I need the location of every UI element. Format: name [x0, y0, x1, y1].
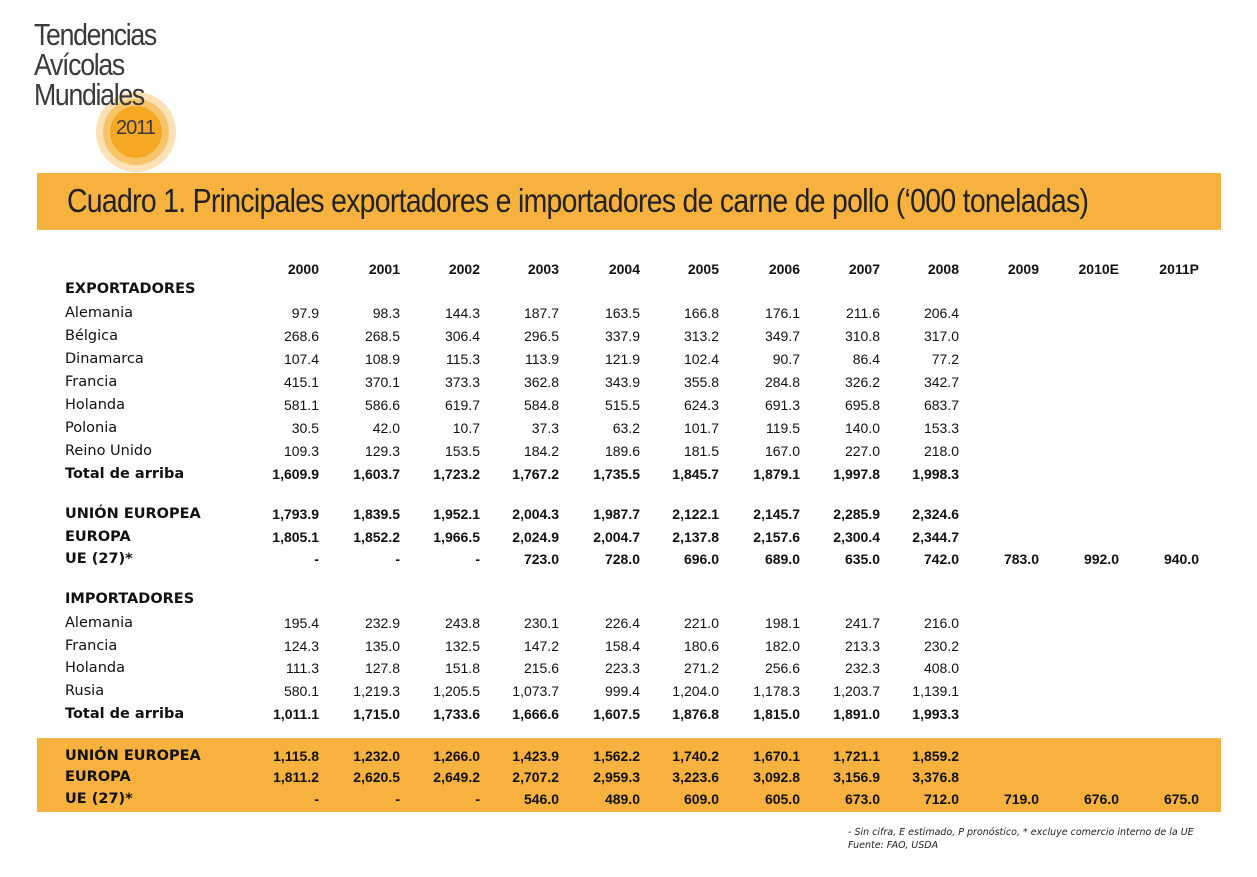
table-cell: 619.7 [444, 397, 480, 413]
table-cell: 408.0 [923, 660, 959, 676]
table-cell: 317.0 [923, 328, 959, 344]
row-label: Alemania [65, 305, 133, 321]
table-cell: 712.0 [923, 791, 959, 807]
table-cell: 683.7 [923, 397, 959, 413]
table-cell: 343.9 [604, 374, 640, 390]
table-cell: 119.5 [766, 420, 800, 436]
table-cell: 2,285.9 [833, 506, 880, 522]
table-cell: 147.2 [523, 638, 559, 654]
table-cell: 1,139.1 [912, 683, 959, 699]
table-cell: 230.1 [523, 615, 559, 631]
summary-row-exportadores [0, 548, 1257, 570]
table-cell: 1,952.1 [433, 506, 480, 522]
table-cell: 127.8 [364, 660, 400, 676]
table-cell: 113.9 [525, 351, 559, 367]
year-header: 2003 [527, 261, 559, 277]
table-cell: 2,137.8 [672, 529, 719, 545]
year-header: 2006 [768, 261, 800, 277]
table-cell: 624.3 [683, 397, 719, 413]
table-cell: 2,145.7 [753, 506, 800, 522]
table-cell: 2,959.3 [593, 769, 640, 785]
table-cell: 1,204.0 [672, 683, 719, 699]
footnote-source: Fuente: FAO, USDA [848, 840, 939, 851]
table-row [0, 348, 1257, 370]
table-cell: 121.9 [604, 351, 640, 367]
summary-row-exportadores [0, 526, 1257, 548]
table-cell: 310.8 [844, 328, 880, 344]
year-header: 2002 [448, 261, 480, 277]
title-band [37, 173, 1221, 230]
table-cell: 2,707.2 [512, 769, 559, 785]
table-cell: 1,232.0 [353, 748, 400, 764]
table-cell: 296.5 [523, 328, 559, 344]
table-cell: 1,666.6 [512, 706, 559, 722]
row-label: Polonia [65, 420, 118, 436]
table-cell: 1,879.1 [753, 466, 800, 482]
table-cell: 271.2 [683, 660, 719, 676]
table-cell: 489.0 [604, 791, 640, 807]
row-label: Holanda [65, 660, 125, 676]
table-cell: 223.3 [604, 660, 640, 676]
table-cell: 189.6 [604, 443, 640, 459]
table-cell: 1,073.7 [512, 683, 559, 699]
year-header-row [0, 258, 1257, 280]
table-cell: 153.5 [444, 443, 480, 459]
table-cell: 182.0 [764, 638, 800, 654]
table-cell: 3,156.9 [833, 769, 880, 785]
logo [34, 17, 184, 170]
table-cell: 326.2 [844, 374, 880, 390]
row-label: IMPORTADORES [65, 591, 195, 607]
table-cell: 1,845.7 [672, 466, 719, 482]
table-cell: 673.0 [844, 791, 880, 807]
table-cell: 1,852.2 [353, 529, 400, 545]
table-cell: 635.0 [844, 551, 880, 567]
table-cell: 2,122.1 [672, 506, 719, 522]
table-cell: 129.3 [364, 443, 400, 459]
table-cell: 342.7 [923, 374, 959, 390]
table-cell: 108.9 [364, 351, 400, 367]
table-cell: 2,004.7 [593, 529, 640, 545]
table-cell: 992.0 [1083, 551, 1119, 567]
table-cell: 609.0 [683, 791, 719, 807]
table-cell: 268.5 [364, 328, 400, 344]
table-cell: 1,997.8 [833, 466, 880, 482]
table-cell: 1,115.8 [273, 748, 319, 764]
table-cell: 728.0 [604, 551, 640, 567]
table-cell: 227.0 [844, 443, 880, 459]
table-cell: 3,223.6 [672, 769, 719, 785]
page-title: Cuadro 1. Principales exportadores e importadores de carne de pollo (‘000 toneladas) [67, 182, 1089, 219]
table-cell: 163.5 [604, 305, 640, 321]
table-cell: 2,324.6 [912, 506, 959, 522]
table-cell: 107.4 [283, 351, 319, 367]
table-cell: 515.5 [604, 397, 640, 413]
table-cell: 1,966.5 [433, 529, 480, 545]
table-cell: 232.9 [364, 615, 400, 631]
row-label: UNIÓN EUROPEA [65, 506, 201, 522]
table-cell: 151.8 [444, 660, 480, 676]
table-cell: 1,423.9 [512, 748, 559, 764]
total-row-exportadores [0, 463, 1257, 485]
table-cell: - [314, 791, 319, 807]
section-heading-importadores [0, 588, 1257, 610]
table-cell: 268.6 [283, 328, 319, 344]
table-cell: 37.3 [531, 420, 559, 436]
year-header: 2004 [608, 261, 640, 277]
table-cell: 132.5 [444, 638, 480, 654]
table-cell: 695.8 [844, 397, 880, 413]
row-label: Holanda [65, 397, 125, 413]
table-cell: 211.6 [846, 305, 880, 321]
table-cell: 226.4 [604, 615, 640, 631]
table-cell: 546.0 [523, 791, 559, 807]
table-cell: 243.8 [444, 615, 480, 631]
table-cell: 349.7 [764, 328, 800, 344]
row-label: Alemania [65, 615, 133, 631]
table-cell: - [395, 551, 400, 567]
year-header: 2007 [848, 261, 880, 277]
table-cell: 1,815.0 [753, 706, 800, 722]
table-row [0, 440, 1257, 462]
year-header: 2000 [287, 261, 319, 277]
table-cell: 218.0 [923, 443, 959, 459]
table-cell: 1,011.1 [273, 706, 319, 722]
table-cell: 216.0 [923, 615, 959, 631]
table-cell: 256.6 [764, 660, 800, 676]
year-header: 2010E [1078, 261, 1119, 277]
table-cell: 1,266.0 [433, 748, 480, 764]
table-cell: 241.7 [844, 615, 880, 631]
table-cell: 1,723.2 [433, 466, 480, 482]
table-cell: 135.0 [364, 638, 400, 654]
table-cell: 355.8 [683, 374, 719, 390]
table-cell: 1,603.7 [353, 466, 400, 482]
year-header: 2005 [687, 261, 719, 277]
table-row [0, 417, 1257, 439]
table-cell: 1,735.5 [593, 466, 640, 482]
table-cell: 42.0 [372, 420, 400, 436]
table-cell: 181.5 [683, 443, 719, 459]
table-cell: 63.2 [612, 420, 640, 436]
table-cell: 719.0 [1003, 791, 1039, 807]
table-cell: 1,839.5 [353, 506, 400, 522]
table-cell: 153.3 [923, 420, 959, 436]
row-label: UE (27)* [65, 551, 133, 567]
table-cell: 180.6 [683, 638, 719, 654]
table-cell: 1,998.3 [912, 466, 959, 482]
table-cell: 1,715.0 [353, 706, 400, 722]
table-row [0, 394, 1257, 416]
table-cell: 206.4 [923, 305, 959, 321]
table-cell: 1,670.1 [753, 748, 800, 764]
table-cell: 689.0 [764, 551, 800, 567]
table-cell: 586.6 [364, 397, 400, 413]
table-cell: 1,793.9 [272, 506, 319, 522]
table-cell: 2,344.7 [912, 529, 959, 545]
table-cell: 176.1 [764, 305, 800, 321]
table-cell: 284.8 [764, 374, 800, 390]
row-label: Francia [65, 638, 118, 654]
table-cell: 2,300.4 [833, 529, 880, 545]
table-cell: 86.4 [852, 351, 880, 367]
year-header: 2001 [368, 261, 400, 277]
table-cell: 1,609.9 [272, 466, 319, 482]
logo-line-1: Tendencias [34, 17, 156, 52]
summary-row-exportadores [0, 503, 1257, 525]
table-cell: 362.8 [523, 374, 559, 390]
table-cell: 10.7 [452, 420, 480, 436]
table-cell: 742.0 [923, 551, 959, 567]
table-cell: 580.1 [283, 683, 319, 699]
table-cell: 2,620.5 [353, 769, 400, 785]
row-label: EXPORTADORES [65, 281, 196, 297]
table-cell: 584.8 [523, 397, 559, 413]
table-cell: 1,740.2 [672, 748, 719, 764]
table-cell: 232.3 [844, 660, 880, 676]
table-cell: 167.0 [764, 443, 800, 459]
table-cell: 90.7 [772, 351, 800, 367]
table-cell: 140.0 [844, 420, 880, 436]
table-cell: 2,024.9 [512, 529, 559, 545]
year-header: 2011P [1159, 261, 1199, 277]
logo-line-2: Avícolas [34, 47, 124, 82]
table-cell: 1,607.5 [593, 706, 640, 722]
year-header: 2009 [1007, 261, 1039, 277]
table-cell: 1,767.2 [512, 466, 559, 482]
row-label: EUROPA [65, 769, 131, 785]
table-cell: 415.1 [283, 374, 319, 390]
table-cell: 370.1 [364, 374, 400, 390]
table-cell: 101.7 [683, 420, 719, 436]
table-row [0, 612, 1257, 634]
table-cell: 581.1 [283, 397, 319, 413]
table-cell: 1,987.7 [593, 506, 640, 522]
table-cell: 198.1 [764, 615, 800, 631]
table-row [0, 325, 1257, 347]
table-cell: 1,891.0 [833, 706, 880, 722]
table-cell: 3,376.8 [912, 769, 959, 785]
table-cell: 783.0 [1003, 551, 1039, 567]
table-row [0, 635, 1257, 657]
table-row [0, 371, 1257, 393]
table-cell: - [475, 551, 480, 567]
table-cell: 691.3 [764, 397, 800, 413]
table-cell: 3,092.8 [753, 769, 800, 785]
table-cell: 215.6 [523, 660, 559, 676]
year-header: 2008 [927, 261, 959, 277]
table-cell: 221.0 [683, 615, 719, 631]
table-cell: 213.3 [844, 638, 880, 654]
table-cell: 2,004.3 [512, 506, 559, 522]
table-cell: 337.9 [604, 328, 640, 344]
table-cell: 940.0 [1163, 551, 1199, 567]
table-cell: 1,205.5 [433, 683, 480, 699]
table-cell: 723.0 [523, 551, 559, 567]
section-heading-exportadores [0, 278, 1257, 300]
total-row-importadores [0, 703, 1257, 725]
table-cell: 1,562.2 [593, 748, 640, 764]
table-cell: 1,178.3 [753, 683, 800, 699]
table-cell: 1,876.8 [672, 706, 719, 722]
table-row [0, 680, 1257, 702]
table-cell: 1,859.2 [912, 748, 959, 764]
table-cell: 111.3 [286, 660, 319, 676]
table-cell: 158.4 [604, 638, 640, 654]
table-cell: 1,721.1 [833, 748, 880, 764]
row-label: Francia [65, 374, 118, 390]
table-cell: 102.4 [683, 351, 719, 367]
table-row [0, 302, 1257, 324]
table-cell: 306.4 [444, 328, 480, 344]
table-cell: 166.8 [683, 305, 719, 321]
row-label: Dinamarca [65, 351, 144, 367]
summary-row-importadores [0, 745, 1257, 767]
table-cell: 605.0 [764, 791, 800, 807]
logo-line-3: Mundiales [34, 77, 144, 112]
table-cell: - [475, 791, 480, 807]
table-cell: 184.2 [523, 443, 559, 459]
table-cell: - [395, 791, 400, 807]
table-row [0, 657, 1257, 679]
table-cell: 999.4 [604, 683, 640, 699]
table-cell: 109.3 [283, 443, 319, 459]
row-label: EUROPA [65, 529, 131, 545]
table-cell: 187.7 [523, 305, 559, 321]
table-cell: 2,649.2 [433, 769, 480, 785]
table-cell: 115.3 [446, 351, 480, 367]
table-cell: 1,811.2 [273, 769, 319, 785]
table-cell: 124.3 [283, 638, 319, 654]
row-label: Total de arriba [65, 706, 185, 722]
row-label: Reino Unido [65, 443, 152, 459]
table-cell: 30.5 [291, 420, 319, 436]
summary-row-importadores [0, 788, 1257, 810]
table-cell: 1,219.3 [353, 683, 400, 699]
row-label: UNIÓN EUROPEA [65, 748, 201, 764]
table-cell: 676.0 [1083, 791, 1119, 807]
table-cell: 696.0 [683, 551, 719, 567]
table-cell: 313.2 [683, 328, 719, 344]
table-cell: 230.2 [923, 638, 959, 654]
table-cell: 97.9 [291, 305, 319, 321]
logo-year: 2011 [116, 117, 156, 139]
table-cell: 1,733.6 [433, 706, 480, 722]
table-cell: 1,993.3 [912, 706, 959, 722]
footnote-legend: - Sin cifra, E estimado, P pronóstico, * excluye comercio interno de la UE [848, 827, 1194, 838]
summary-row-importadores [0, 766, 1257, 788]
table-cell: 1,805.1 [272, 529, 319, 545]
table-cell: 2,157.6 [753, 529, 800, 545]
table-cell: 1,203.7 [833, 683, 880, 699]
row-label: UE (27)* [65, 791, 133, 807]
table-cell: 675.0 [1163, 791, 1199, 807]
table-cell: - [314, 551, 319, 567]
table-cell: 373.3 [444, 374, 480, 390]
row-label: Bélgica [65, 328, 118, 344]
table-cell: 144.3 [444, 305, 480, 321]
row-label: Total de arriba [65, 466, 185, 482]
table-cell: 98.3 [372, 305, 400, 321]
table-cell: 195.4 [283, 615, 319, 631]
row-label: Rusia [65, 683, 105, 699]
table-cell: 77.2 [931, 351, 959, 367]
